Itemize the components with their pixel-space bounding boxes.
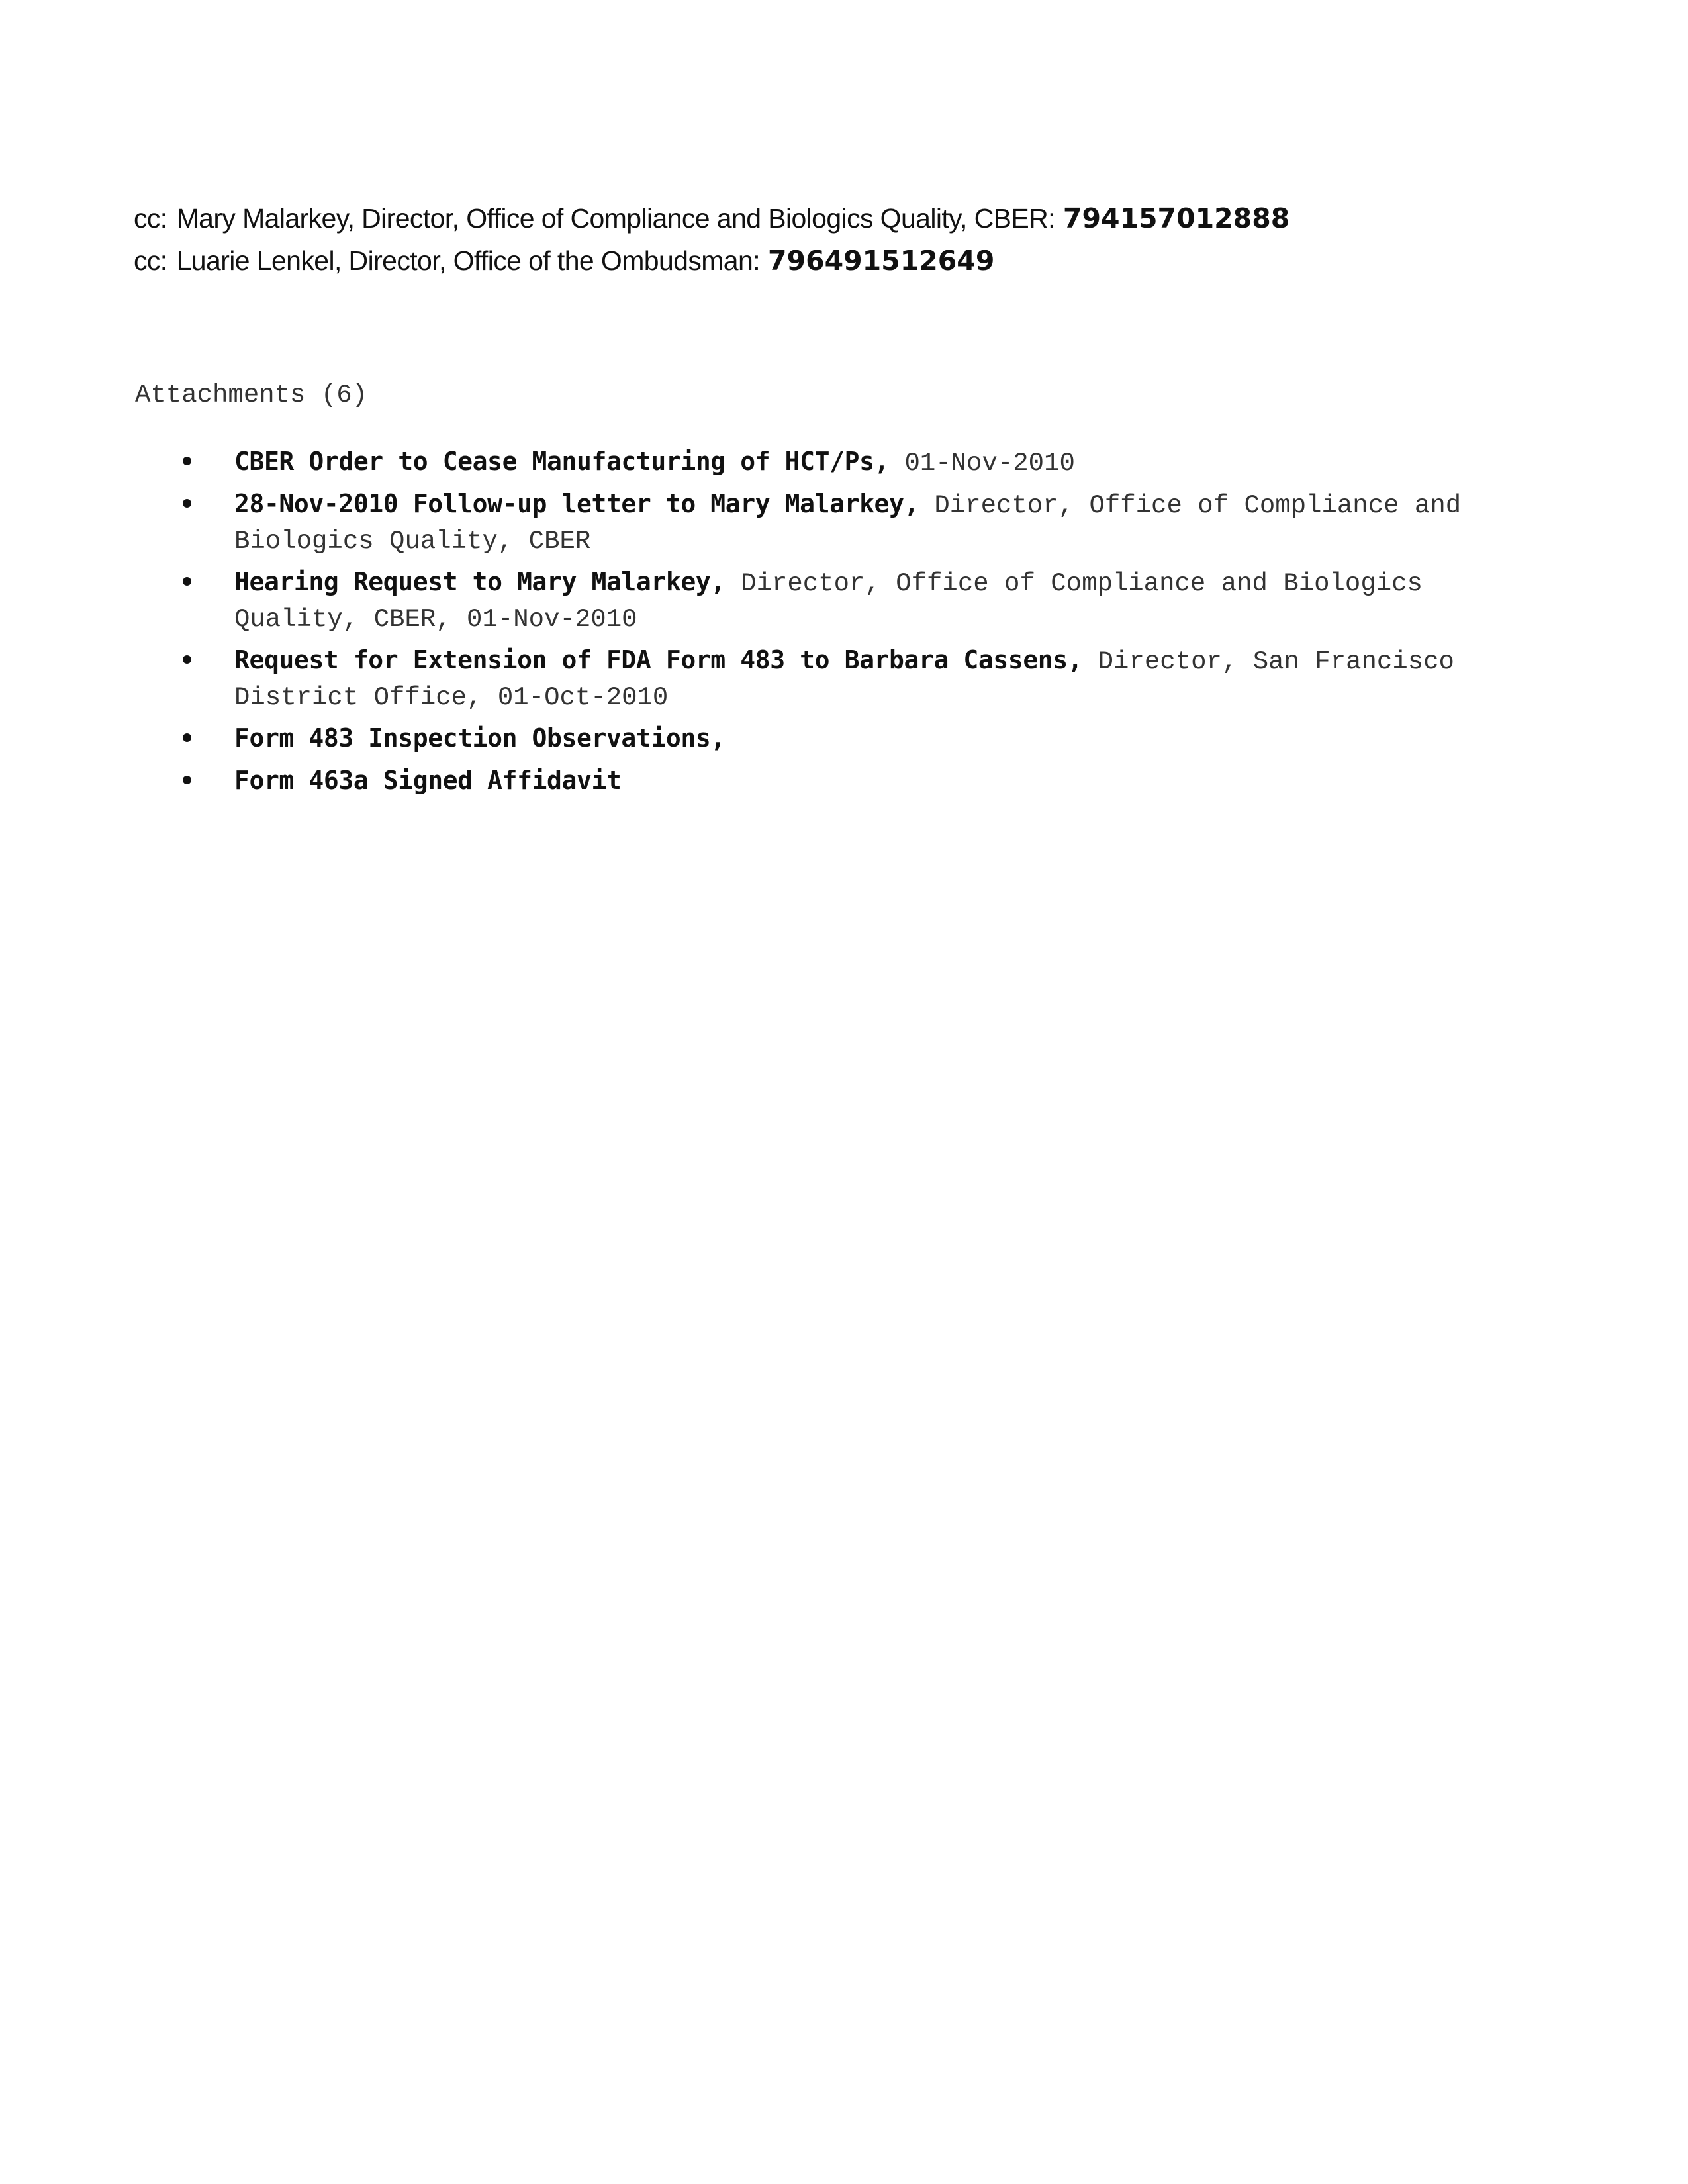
bullet-icon: [183, 776, 191, 784]
attachment-detail: 01-Nov-2010: [904, 449, 1075, 478]
attachment-title: Hearing Request to Mary Malarkey,: [234, 567, 726, 596]
attachment-item: [165, 443, 1556, 481]
attachments-list: [165, 443, 1556, 805]
attachment-detail: Director, San Francisco District Office, 01-Oct-2010: [234, 647, 1454, 712]
cc-prefix: cc:: [134, 203, 167, 234]
attachment-title: Request for Extension of FDA Form 483 to Barbara Cassens,: [234, 645, 1083, 674]
attachment-title: CBER Order to Cease Manufacturing of HCT/Ps,: [234, 447, 890, 476]
cc-tracking-number: 796491512649: [768, 245, 995, 277]
attachments-heading: Attachments (6): [135, 381, 368, 410]
bullet-icon: [183, 457, 191, 465]
attachment-item: [165, 642, 1556, 715]
attachment-title: 28-Nov-2010 Follow-up letter to Mary Malarkey,: [234, 489, 919, 518]
attachment-title: Form 483 Inspection Observations,: [234, 723, 726, 752]
attachment-title: Form 463a Signed Affidavit: [234, 766, 622, 795]
attachment-detail: Director, Office of Compliance and Biologics Quality, CBER: [234, 491, 1462, 556]
cc-line: [134, 240, 1557, 282]
bullet-icon: [183, 499, 191, 508]
attachment-detail: Director, Office of Compliance and Biologics Quality, CBER, 01-Nov-2010: [234, 569, 1423, 634]
attachment-item: [165, 486, 1556, 559]
bullet-icon: [183, 655, 191, 664]
attachment-item: [165, 762, 1556, 800]
cc-recipient: Luarie Lenkel, Director, Office of the Ombudsman:: [176, 246, 761, 276]
cc-list: [134, 197, 1557, 282]
attachment-item: [165, 564, 1556, 637]
cc-tracking-number: 794157012888: [1062, 203, 1290, 234]
bullet-icon: [183, 733, 191, 742]
cc-recipient: Mary Malarkey, Director, Office of Compliance and Biologics Quality, CBER:: [176, 203, 1055, 234]
cc-prefix: cc:: [134, 246, 167, 276]
bullet-icon: [183, 577, 191, 586]
attachment-item: [165, 720, 1556, 758]
cc-line: [134, 197, 1557, 240]
